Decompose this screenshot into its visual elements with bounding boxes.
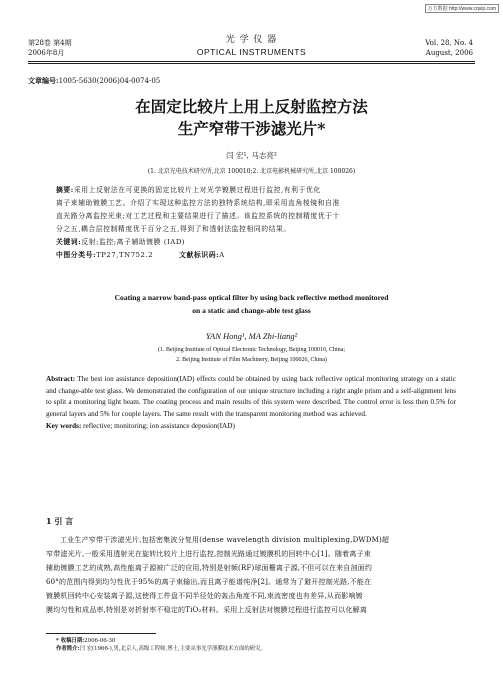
watermark-stamp: 万方数据 http://www.cqvip.com	[425, 4, 499, 13]
abstract-en-label: Abstract:	[46, 375, 76, 383]
abstract-cn-line: 采用上反射法在可更换的固定比较片上对光学镀膜过程进行监控,有利于优化	[73, 186, 321, 194]
header-rule-thin	[28, 63, 475, 64]
keywords-cn-label: 关键词:	[56, 238, 82, 246]
footnote-rule	[46, 633, 156, 634]
bio-label: 作者简介:	[56, 646, 80, 652]
volume-en: Vol. 28, No. 4	[425, 39, 473, 47]
title-cn-line1: 在固定比较片上用上反射监控方法	[135, 97, 368, 116]
journal-name-cn: 光 学 仪 器	[225, 35, 278, 45]
author-bio: 闫 宏(1966-),男,北京人,高级工程师,博士,主要从事光学薄膜技术方面的研究。	[79, 646, 266, 652]
article-number-value: 1005-5630(2006)04-0074-05	[58, 77, 161, 85]
received-label: * 收稿日期:	[56, 638, 85, 644]
doc-code-label: 文献标识码:	[179, 251, 220, 259]
body-line: 60°的范围内得到均匀性优于95%的离子束输出,而且离子能谱纯净[2]。通常为了避开控制光路,不能在	[46, 578, 372, 586]
abstract-cn-line: 离子束辅助镀膜工艺。介绍了实现这种监控方法的独特系统结构,即采用直角棱镜和自准	[56, 199, 340, 207]
header-right	[425, 38, 473, 58]
keywords-en-label: Key words:	[46, 422, 82, 430]
affiliation-en-line1: (1. Beijing Institute of Optical Electronic Technology, Beijing 100010, China;	[157, 347, 346, 353]
body-line: 辅助镀膜工艺的成熟,高性能离子源被广泛的应用,特别是射频(RF)球面栅离子源,不但可以在来自剖面约	[46, 564, 373, 572]
body-line: 镀膜机回转中心安装离子源,这使得工件盘不同半径处的轰击角度不同,束流密度也有差异,从而影响镀	[46, 592, 363, 600]
abstract-cn	[56, 184, 446, 262]
affiliation-en-line2: 2. Beijing Institute of Film Machinery, Beijing 100026, China)	[176, 357, 327, 363]
authors-cn: 闫 宏¹, 马志亮²	[226, 151, 277, 160]
section-body	[46, 533, 458, 617]
abstract-en	[46, 374, 456, 433]
abstract-cn-line: 分之五,耦合层控制精度优于百分之五,得到了和透射法监控相同的结果。	[56, 225, 291, 233]
keywords-en: reflective; monitoring; ion assistance deposion(IAD)	[83, 422, 235, 430]
journal-name-en: OPTICAL INSTRUMENTS	[196, 47, 307, 57]
title-en-line2: on a static and change-able test glass	[192, 306, 311, 315]
header-rule	[28, 61, 475, 62]
abstract-en-text: The best ion assistance deposition(IAD) effects could be obtained by using back reflective optical monitoring strategy on a static and change-able test glass. We demonstrated the configuration of our unique structure including a right angle prism and a self-alignment lens to split a monitoring light beam. The coating process and main results of this system were described. The control error is less then 0.5% for general layers and 5% for couple layers. The same result with the transparent monitoring method was achieved.	[46, 375, 456, 418]
doc-code: A	[219, 251, 225, 259]
affiliation-cn: (1. 北京光电技术研究所,北京 100010;2. 北京电影机械研究所,北京 100026)	[147, 168, 356, 175]
section-heading: 1 引 言	[46, 516, 74, 526]
clc-number: TP27,TN752.2	[96, 251, 154, 259]
clc-label: 中图分类号:	[56, 251, 97, 259]
abstract-cn-line: 直光路分离监控光束;对工艺过程和主要结果进行了描述。该监控系统的控制精度优于十	[56, 212, 340, 220]
keywords-cn: 反射;监控;离子辅助镀膜 (IAD)	[81, 238, 186, 246]
volume-cn: 第28卷 第4期	[28, 39, 72, 47]
abstract-cn-label: 摘要:	[56, 186, 74, 194]
date-cn: 2006年8月	[28, 49, 65, 57]
article-number	[28, 76, 160, 86]
article-number-label: 文章编号:	[28, 76, 59, 85]
body-line: 膜均匀性和成品率,特别是对折射率不稳定的TiO₂材料。采用上反射法对镀膜过程进行监控可以化解离	[46, 606, 368, 614]
received-date: 2006-06-30	[84, 638, 116, 644]
date-en: August, 2006	[425, 49, 473, 57]
authors-en: YAN Hong¹, MA Zhi-liang²	[205, 331, 298, 341]
body-line: 工业生产窄带干涉滤光片,包括密集波分复用(dense wavelength division multiplexing,DWDM)超	[60, 536, 390, 544]
body-line: 窄带滤光片,一般采用透射光在旋转比较片上进行监控,控制光路通过镀膜机的回转中心[1]。随着离子束	[46, 550, 371, 558]
title-en-line1: Coating a narrow band-pass optical filter by using back reflective method monitored	[114, 293, 389, 302]
footnote	[56, 637, 266, 653]
title-cn-line2: 生产窄带干涉滤光片*	[177, 119, 326, 138]
